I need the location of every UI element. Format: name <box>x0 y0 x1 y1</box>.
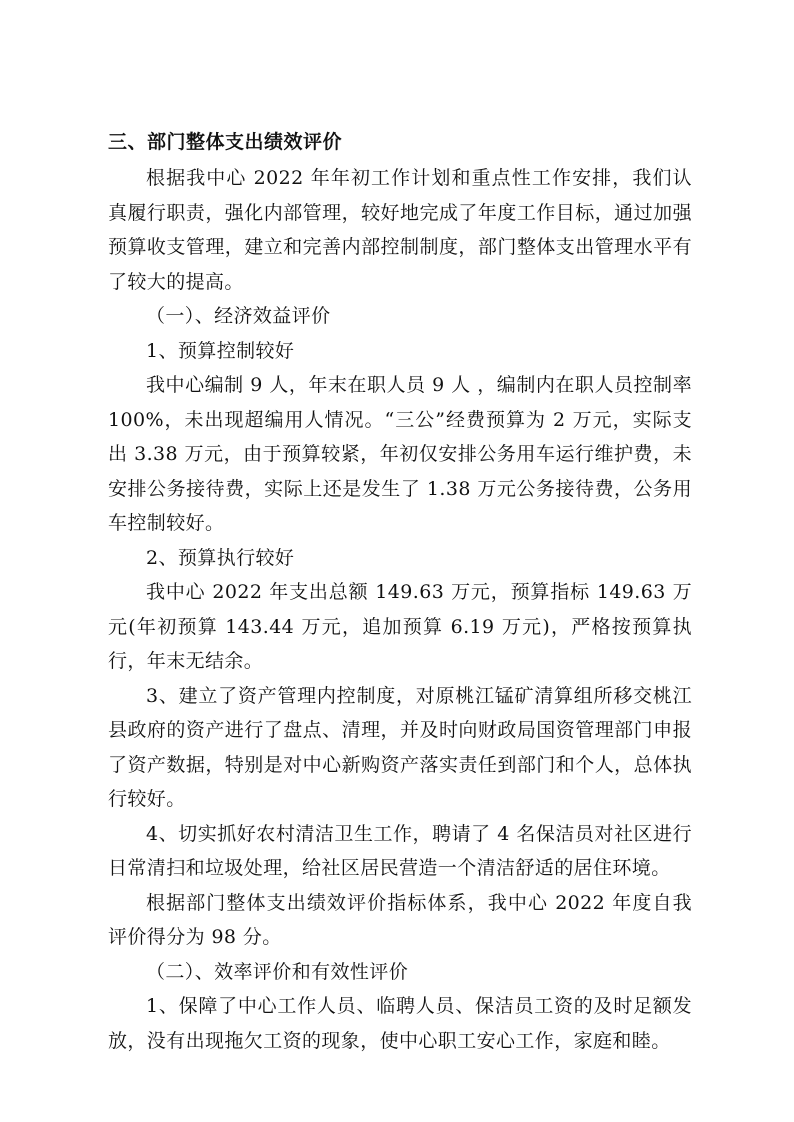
efficiency-item1-body: 1、保障了中心工作人员、临聘人员、保洁员工资的及时足额发放，没有出现拖欠工资的现象，使中心职工安心工作，家庭和睦。 <box>108 995 692 1052</box>
item1-body: 我中心编制 9 人，年末在职人员 9 人 ，编制内在职人员控制率 100%，未出现超编用人情况。“三公”经费预算为 2 万元，实际支出 3.38 万元，由于预算较紧，年初仅安排公务用车运行维护费，未安排公务接待费，实际上还是发生了 1.38 万元公务接待费，公务用车控制较好。 <box>108 374 692 534</box>
item1-title: 1、预算控制较好 <box>146 339 295 362</box>
item2-title: 2、预算执行较好 <box>146 546 295 569</box>
subsection-title-efficiency: （二）、效率评价和有效性评价 <box>146 960 409 983</box>
document-body <box>108 126 692 1058</box>
subsection-title-economic: （一）、经济效益评价 <box>146 305 331 327</box>
item4-body: 4、切实抓好农村清洁卫生工作，聘请了 4 名保洁员对社区进行日常清扫和垃圾处理，给社区居民营造一个清洁舒适的居住环境。 <box>108 822 692 879</box>
section-heading: 三、部门整体支出绩效评价 <box>108 131 343 153</box>
score-paragraph: 根据部门整体支出绩效评价指标体系，我中心 2022 年度自我评价得分为 98 分。 <box>108 891 692 948</box>
item3-body: 3、建立了资产管理内控制度，对原桃江锰矿清算组所移交桃江县政府的资产进行了盘点、清理，并及时向财政局国资管理部门申报了资产数据，特别是对中心新购资产落实责任到部门和个人，总体执行较好。 <box>108 684 692 810</box>
intro-paragraph: 根据我中心 2022 年年初工作计划和重点性工作安排，我们认真履行职责，强化内部管理，较好地完成了年度工作目标，通过加强预算收支管理，建立和完善内部控制制度，部门整体支出管理水平有了较大的提高。 <box>108 167 692 293</box>
item2-body: 我中心 2022 年支出总额 149.63 万元，预算指标 149.63 万元(年初预算 143.44 万元，追加预算 6.19 万元)，严格按预算执行，年末无结余。 <box>108 581 692 672</box>
